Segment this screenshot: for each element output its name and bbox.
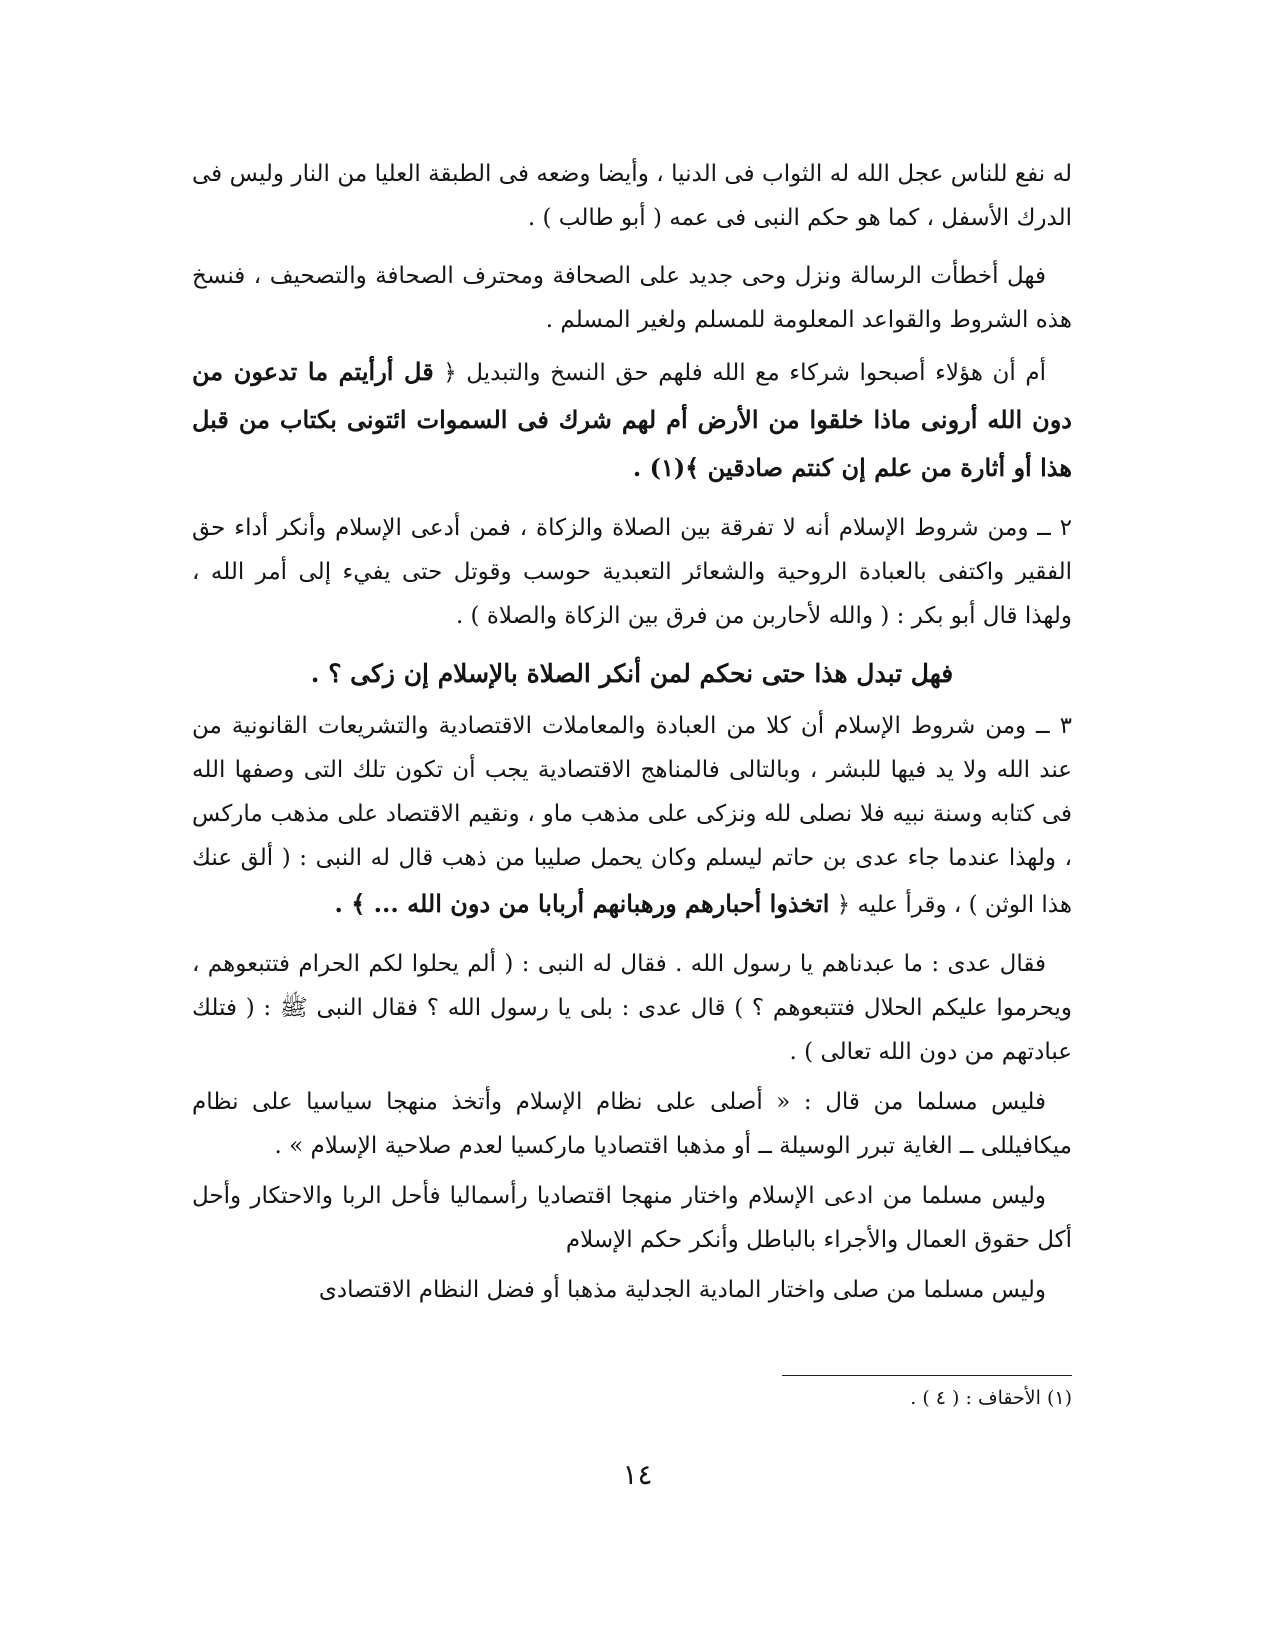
quran-verse-tawbah: اتخذوا أحبارهم ورهبانهم أربابا من دون الله ... ﴾ . <box>334 889 830 918</box>
paragraph-8: فليس مسلما من قال : « أصلى على نظام الإسلام وأتخذ منهجا سياسيا على نظام ميكافيللى ــ الغاية تبرر الوسيلة ــ أو مذهبا اقتصاديا ماركسيا لعدم صلاحية الإسلام » . <box>192 1089 1072 1159</box>
paragraph-5-question: فهل تبدل هذا حتى نحكم لمن أنكر الصلاة بالإسلام إن زكى ؟ . <box>310 659 954 688</box>
paragraph-1: له نفع للناس عجل الله له الثواب فى الدنيا ، وأيضا وضعه فى الطبقة العليا من النار وليس فى الدرك الأسفل ، كما هو حكم النبى فى عمه ( أبو طالب ) . <box>192 161 1072 231</box>
paragraph-7: فقال عدى : ما عبدناهم يا رسول الله . فقال له النبى : ( ألم يحلوا لكم الحرام فتتبعوهم ، ويحرموا عليكم الحلال فتتبعوهم ؟ ) قال عدى : بلى يا رسول الله ؟ فقال النبى ﷺ : ( فتلك عبادتهم من دون الله تعالى ) . <box>192 951 1072 1065</box>
body-text <box>192 152 1072 1318</box>
paragraph-9: وليس مسلما من ادعى الإسلام واختار منهجا اقتصاديا رأسماليا فأحل الربا والاحتكار وأحل أكل حقوق العمال والأجراء بالباطل وأنكر حكم الإسلام <box>192 1183 1072 1253</box>
footnote-divider <box>782 1375 1072 1376</box>
paragraph-6-intro: ٣ ــ ومن شروط الإسلام أن كلا من العبادة والمعاملات الاقتصادية والتشريعات القانونية من عند الله ولا يد فيها للبشر ، وبالتالى فالمناهج الاقتصادية يجب أن تكون تلك التى وصفها الله فى كتابه وسنة نبيه فلا نصلى لله ونزكى على مذهب ماو ، ونقيم الاقتصاد على مذهب ماركس ، ولهذا عندما جاء عدى بن حاتم ليسلم وكان يحمل صليبا من ذهب قال له النبى : ( ألق عنك هذا الوثن ) ، وقرأ عليه ﴿ <box>192 713 1072 918</box>
paragraph-3 <box>192 348 1072 492</box>
paragraph-3-intro: أم أن هؤلاء أصبحوا شركاء مع الله فلهم حق النسخ والتبديل ﴿ <box>443 360 1046 386</box>
paragraph-6 <box>192 704 1072 928</box>
quran-verse-ahqaf: قل أرأيتم ما تدعون من دون الله أرونى ماذا خلقوا من الأرض أم لهم شرك فى السموات ائتونى بكتاب من قبل هذا أو أثارة من علم إن كنتم صادقين ﴾(١) . <box>192 357 1072 482</box>
paragraph-10: وليس مسلما من صلى واختار المادية الجدلية مذهبا أو فضل النظام الاقتصادى <box>318 1277 1046 1303</box>
footnote: (١) الأحقاف : ( ٤ ) . <box>910 1387 1072 1409</box>
page-number: ١٤ <box>622 1458 653 1491</box>
paragraph-4: ٢ ــ ومن شروط الإسلام أنه لا تفرقة بين الصلاة والزكاة ، فمن أدعى الإسلام وأنكر أداء حق الفقير واكتفى بالعبادة الروحية والشعائر التعبدية حوسب وقوتل حتى يفيء إلى أمر الله ، ولهذا قال أبو بكر : ( والله لأحاربن من فرق بين الزكاة والصلاة ) . <box>192 515 1072 629</box>
paragraph-2: فهل أخطأت الرسالة ونزل وحى جديد على الصحافة ومحترف الصحافة والتصحيف ، فنسخ هذه الشروط والقواعد المعلومة للمسلم ولغير المسلم . <box>192 263 1072 333</box>
